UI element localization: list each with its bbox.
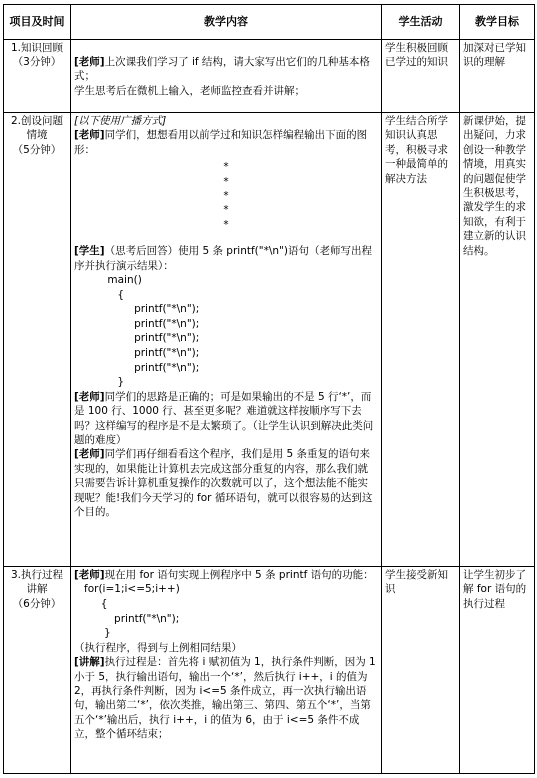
code-block: main() { printf("*\n"); printf("*\n"); printf("*\n"); printf("*\n"); printf("*\n"); } (107, 274, 200, 389)
table-row (4, 567, 535, 774)
header-activity: 学生活动 (382, 5, 460, 40)
item-title: 讲解 (26, 583, 48, 596)
content-text: 同学们，想想看用以前学过和知识怎样编程输出下面的图形： (74, 129, 368, 156)
content-text: 同学们的思路是正确的；可是如果输出的不是 5 行‘*’，而是 100 行、1000 行、甚至更多呢？难道就这样按顺序写下去吗？这样编写的程序是不是太繁琐了。（让学生认识到解决此类问题的难度） (74, 390, 374, 447)
student-tag: [学生] (74, 245, 105, 258)
item-cell (4, 567, 71, 774)
goal-cell: 加深对已学知识的理解 (460, 40, 535, 113)
item-title: 1.知识回顾 (10, 42, 64, 54)
item-time: （3分钟） (12, 56, 62, 69)
content-text: （执行程序，得到与上例相同结果） (74, 641, 242, 654)
item-title: 2.创设问题 (10, 115, 64, 127)
item-time: （5分钟） (12, 143, 62, 156)
lesson-plan-table (3, 4, 535, 774)
content-cell (71, 113, 382, 567)
content-text: 现在用 for 语句实现上例程序中 5 条 printf 语句的功能： (104, 569, 374, 581)
content-cell (71, 40, 382, 113)
paragraph (74, 568, 378, 582)
star: * (223, 190, 229, 203)
content-text: 学生思考后在微机上输入，老师监控查看并讲解； (74, 84, 305, 97)
header-item: 项目及时间 (4, 5, 71, 40)
teacher-tag: [老师] (74, 129, 105, 142)
content-text: 上次课我们学习了 if 结构，请大家写出它们的几种基本格式； (74, 55, 370, 83)
activity-cell: 学生接受新知识 (382, 567, 460, 774)
content-text: 同学们再仔细看看这个程序，我们是用 5 条重复的语句来实现的，如果能让计算机去完成这部分重复的内容，那么我们就只需要告诉计算机重复操作的次数就可以了，这个想法能不能实现呢？能!我们今天学习的 for 循环语句，就可以很容易的达到这个目的。 (74, 448, 373, 519)
item-cell (4, 40, 71, 113)
star-pattern (74, 157, 378, 236)
paragraph (74, 655, 378, 741)
teacher-tag: [老师] (74, 55, 105, 68)
activity-cell: 学生结合所学知识认真思考，积极寻求一种最简单的解决方法 (382, 113, 460, 567)
item-title: 情境 (26, 129, 48, 142)
teacher-tag: [老师] (74, 569, 105, 581)
content-cell (71, 567, 382, 774)
content-text: （思考后回答）使用 5 条 printf("*\n")语句（老师写出程序并执行演示结果）： (74, 245, 372, 272)
code-block: for(i=1;i<=5;i++) { printf("*\n"); } (84, 583, 180, 640)
explain-tag: [讲解] (74, 656, 105, 669)
star: * (223, 204, 229, 217)
goal-cell: 新课伊始，提出疑问，力求创设一种教学情境，用真实的问题促使学生积极思考，激发学生的求知欲，有利于建立新的认识结构。 (460, 113, 535, 567)
broadcast-note: [以下使用广播方式] (74, 115, 167, 127)
item-cell (4, 113, 71, 567)
content-text: 执行过程是：首先将 i 赋初值为 1，执行条件判断，因为 1 小于 5，执行输出语句，输出一个‘*’，然后执行 i++，i 的值为 2，再执行条件判断，因为 i<=5 条件成立，再一次执行输出语句，输出第二‘*’，依次类推，输出第三、第四、第五个‘*’，当第五个‘*’输出后，执行 i++，i 的值为 6，由于 i<=5 条件不成立，整个循环结束； (74, 656, 376, 741)
header-goal: 教学目标 (460, 5, 535, 40)
teacher-tag: [老师] (74, 448, 105, 461)
item-time: （6分钟） (12, 597, 62, 610)
star: * (223, 161, 229, 174)
star: * (223, 175, 229, 188)
paragraph (74, 390, 378, 448)
table-row (4, 40, 535, 113)
item-title: 3.执行过程 (10, 569, 64, 581)
header-row (4, 5, 535, 40)
table-row (4, 113, 535, 567)
star: * (223, 218, 229, 231)
goal-cell: 让学生初步了解 for 语句的执行过程 (460, 567, 535, 774)
teacher-tag: [老师] (74, 390, 105, 403)
activity-cell: 学生积极回顾已学过的知识 (382, 40, 460, 113)
paragraph (74, 128, 378, 157)
paragraph (74, 447, 378, 519)
header-content: 教学内容 (71, 5, 382, 40)
paragraph (74, 244, 378, 273)
